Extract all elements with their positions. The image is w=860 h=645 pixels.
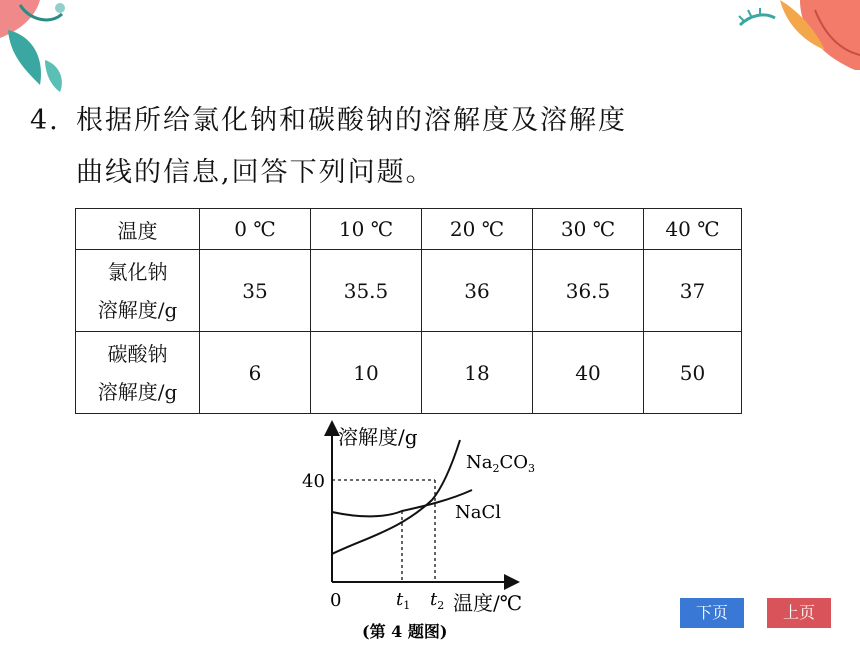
top-left-leaf-decoration bbox=[0, 0, 80, 95]
question-line-2: 曲线的信息,回答下列问题。 bbox=[76, 157, 435, 188]
table-cell: 36 bbox=[422, 250, 533, 332]
x-axis-label: 温度/℃ bbox=[453, 591, 523, 615]
na2co3-curve bbox=[332, 440, 460, 554]
row-label-top: 碳酸钠 bbox=[107, 341, 168, 366]
solubility-table bbox=[75, 208, 742, 414]
table-cell: 35.5 bbox=[311, 250, 422, 332]
nacl-series-label: NaCl bbox=[455, 502, 502, 523]
row-label bbox=[76, 332, 200, 414]
question-text bbox=[30, 95, 790, 199]
t1-label: $t_1$ bbox=[396, 589, 411, 612]
table-cell: 36.5 bbox=[533, 250, 644, 332]
table-cell: 6 bbox=[200, 332, 311, 414]
table-cell: 50 bbox=[644, 332, 742, 414]
question-line-1: 根据所给氯化钠和碳酸钠的溶解度及溶解度 bbox=[76, 105, 627, 136]
table-cell: 35 bbox=[200, 250, 311, 332]
solubility-curve-figure bbox=[290, 420, 560, 645]
origin-label: 0 bbox=[330, 590, 342, 611]
table-header-cell: 40 ℃ bbox=[644, 209, 742, 250]
table-cell: 37 bbox=[644, 250, 742, 332]
table-row-nacl bbox=[76, 250, 742, 332]
y-tick-40: 40 bbox=[302, 471, 325, 492]
next-page-button[interactable]: 下页 bbox=[680, 598, 744, 628]
row-label-bottom: 溶解度/g bbox=[97, 379, 178, 404]
na2co3-series-label: $Na_2CO_3$ bbox=[466, 452, 536, 475]
question-number: 4. bbox=[30, 105, 60, 136]
table-cell: 10 bbox=[311, 332, 422, 414]
top-right-leaf-decoration bbox=[730, 0, 860, 75]
row-label-bottom: 溶解度/g bbox=[97, 297, 178, 322]
y-axis-label: 溶解度/g bbox=[338, 425, 418, 449]
previous-page-button[interactable]: 上页 bbox=[767, 598, 831, 628]
row-label bbox=[76, 250, 200, 332]
table-header-cell: 20 ℃ bbox=[422, 209, 533, 250]
figure-caption: (第 4 题图) bbox=[362, 622, 448, 641]
row-label-top: 氯化钠 bbox=[107, 259, 168, 284]
table-header-row bbox=[76, 209, 742, 250]
t2-label: $t_2$ bbox=[430, 589, 445, 612]
table-cell: 40 bbox=[533, 332, 644, 414]
table-header-cell: 0 ℃ bbox=[200, 209, 311, 250]
table-header-cell: 温度 bbox=[76, 209, 200, 250]
table-header-cell: 30 ℃ bbox=[533, 209, 644, 250]
table-header-cell: 10 ℃ bbox=[311, 209, 422, 250]
table-cell: 18 bbox=[422, 332, 533, 414]
table-row-na2co3 bbox=[76, 332, 742, 414]
